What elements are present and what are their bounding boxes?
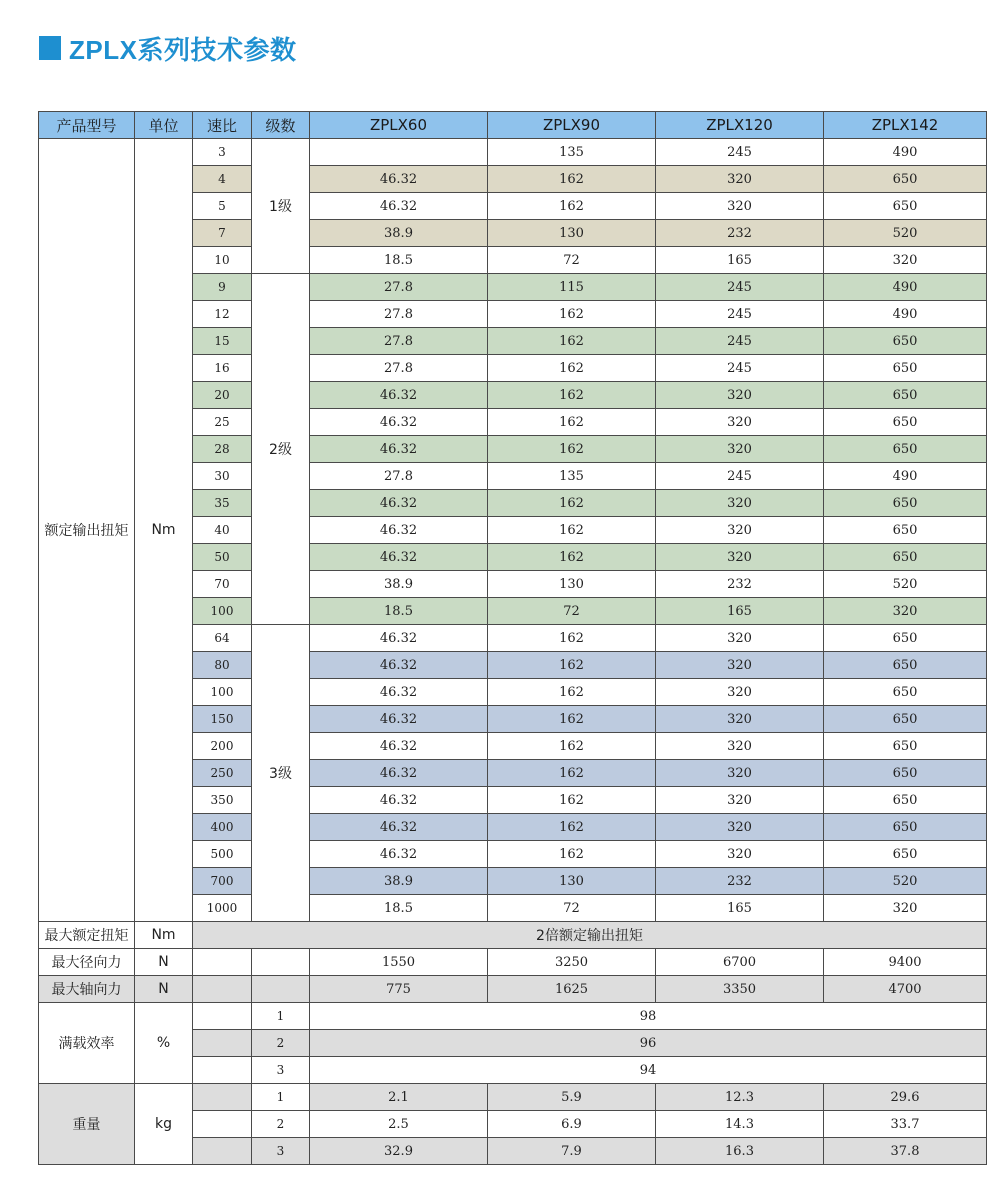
ratio-cell: 400 bbox=[193, 814, 252, 841]
efficiency-value: 98 bbox=[310, 1003, 987, 1030]
torque-row bbox=[39, 139, 987, 166]
ratio-cell: 4 bbox=[193, 166, 252, 193]
max-axial-stage-blank bbox=[252, 976, 310, 1003]
ratio-cell: 64 bbox=[193, 625, 252, 652]
torque-value-cell: 162 bbox=[488, 544, 656, 571]
torque-value-cell: 165 bbox=[656, 895, 824, 922]
torque-value-cell: 38.9 bbox=[310, 220, 488, 247]
weight-row bbox=[39, 1084, 987, 1111]
ratio-cell: 28 bbox=[193, 436, 252, 463]
stage-cell: 3级 bbox=[252, 625, 310, 922]
weight-value: 37.8 bbox=[824, 1138, 987, 1165]
torque-value-cell: 245 bbox=[656, 463, 824, 490]
weight-value: 29.6 bbox=[824, 1084, 987, 1111]
torque-value-cell: 650 bbox=[824, 625, 987, 652]
torque-value-cell: 245 bbox=[656, 139, 824, 166]
torque-value-cell: 46.32 bbox=[310, 760, 488, 787]
header-unit: 单位 bbox=[135, 112, 193, 139]
torque-value-cell: 27.8 bbox=[310, 274, 488, 301]
ratio-cell: 3 bbox=[193, 139, 252, 166]
torque-value-cell: 520 bbox=[824, 571, 987, 598]
torque-value-cell: 162 bbox=[488, 652, 656, 679]
ratio-cell: 15 bbox=[193, 328, 252, 355]
ratio-cell: 500 bbox=[193, 841, 252, 868]
torque-value-cell: 135 bbox=[488, 463, 656, 490]
torque-value-cell: 520 bbox=[824, 868, 987, 895]
weight-stage: 3 bbox=[252, 1138, 310, 1165]
torque-value-cell: 650 bbox=[824, 814, 987, 841]
torque-value-cell: 320 bbox=[656, 193, 824, 220]
max-axial-value: 4700 bbox=[824, 976, 987, 1003]
torque-value-cell: 115 bbox=[488, 274, 656, 301]
torque-value-cell: 650 bbox=[824, 355, 987, 382]
torque-value-cell: 46.32 bbox=[310, 733, 488, 760]
torque-value-cell: 650 bbox=[824, 166, 987, 193]
max-axial-label: 最大轴向力 bbox=[39, 976, 135, 1003]
torque-value-cell: 162 bbox=[488, 679, 656, 706]
torque-value-cell: 650 bbox=[824, 760, 987, 787]
ratio-cell: 350 bbox=[193, 787, 252, 814]
torque-value-cell: 490 bbox=[824, 139, 987, 166]
efficiency-value: 94 bbox=[310, 1057, 987, 1084]
ratio-cell: 9 bbox=[193, 274, 252, 301]
torque-value-cell: 162 bbox=[488, 760, 656, 787]
torque-value-cell: 320 bbox=[656, 382, 824, 409]
ratio-cell: 50 bbox=[193, 544, 252, 571]
max-axial-row bbox=[39, 976, 987, 1003]
torque-value-cell: 245 bbox=[656, 274, 824, 301]
weight-blank bbox=[193, 1084, 252, 1111]
stage-cell: 1级 bbox=[252, 139, 310, 274]
torque-value-cell: 162 bbox=[488, 166, 656, 193]
weight-value: 14.3 bbox=[656, 1111, 824, 1138]
torque-value-cell: 46.32 bbox=[310, 814, 488, 841]
torque-value-cell: 162 bbox=[488, 787, 656, 814]
torque-value-cell: 46.32 bbox=[310, 625, 488, 652]
torque-value-cell: 320 bbox=[656, 544, 824, 571]
ratio-cell: 700 bbox=[193, 868, 252, 895]
torque-value-cell: 650 bbox=[824, 490, 987, 517]
torque-value-cell: 18.5 bbox=[310, 895, 488, 922]
header-model-1: ZPLX60 bbox=[310, 112, 488, 139]
torque-value-cell: 46.32 bbox=[310, 166, 488, 193]
max-radial-value: 1550 bbox=[310, 949, 488, 976]
torque-value-cell: 162 bbox=[488, 301, 656, 328]
weight-blank bbox=[193, 1111, 252, 1138]
weight-value: 32.9 bbox=[310, 1138, 488, 1165]
efficiency-stage: 3 bbox=[252, 1057, 310, 1084]
efficiency-unit: % bbox=[135, 1003, 193, 1084]
torque-value-cell: 232 bbox=[656, 571, 824, 598]
torque-value-cell: 72 bbox=[488, 598, 656, 625]
torque-value-cell: 27.8 bbox=[310, 355, 488, 382]
ratio-cell: 200 bbox=[193, 733, 252, 760]
spec-table bbox=[38, 111, 987, 1165]
torque-value-cell: 650 bbox=[824, 733, 987, 760]
header-model-3: ZPLX120 bbox=[656, 112, 824, 139]
weight-value: 16.3 bbox=[656, 1138, 824, 1165]
torque-value-cell: 38.9 bbox=[310, 868, 488, 895]
torque-value-cell: 320 bbox=[656, 490, 824, 517]
torque-value-cell: 46.32 bbox=[310, 787, 488, 814]
page-title bbox=[39, 33, 296, 63]
torque-value-cell: 72 bbox=[488, 895, 656, 922]
weight-value: 6.9 bbox=[488, 1111, 656, 1138]
torque-value-cell: 490 bbox=[824, 301, 987, 328]
weight-value: 2.1 bbox=[310, 1084, 488, 1111]
torque-value-cell: 320 bbox=[656, 436, 824, 463]
max-radial-ratio-blank bbox=[193, 949, 252, 976]
torque-value-cell: 46.32 bbox=[310, 490, 488, 517]
efficiency-label: 满载效率 bbox=[39, 1003, 135, 1084]
torque-value-cell: 320 bbox=[824, 895, 987, 922]
torque-value-cell: 232 bbox=[656, 868, 824, 895]
torque-value-cell: 320 bbox=[656, 814, 824, 841]
torque-value-cell: 320 bbox=[824, 247, 987, 274]
header-ratio: 速比 bbox=[193, 112, 252, 139]
max-axial-unit: N bbox=[135, 976, 193, 1003]
torque-value-cell: 27.8 bbox=[310, 301, 488, 328]
torque-value-cell: 162 bbox=[488, 436, 656, 463]
torque-value-cell: 162 bbox=[488, 625, 656, 652]
max-radial-unit: N bbox=[135, 949, 193, 976]
weight-value: 12.3 bbox=[656, 1084, 824, 1111]
torque-value-cell: 162 bbox=[488, 517, 656, 544]
torque-value-cell: 650 bbox=[824, 679, 987, 706]
torque-value-cell: 650 bbox=[824, 382, 987, 409]
torque-value-cell: 650 bbox=[824, 436, 987, 463]
torque-value-cell bbox=[310, 139, 488, 166]
torque-value-cell: 650 bbox=[824, 409, 987, 436]
torque-value-cell: 46.32 bbox=[310, 841, 488, 868]
torque-value-cell: 27.8 bbox=[310, 328, 488, 355]
ratio-cell: 70 bbox=[193, 571, 252, 598]
weight-value: 2.5 bbox=[310, 1111, 488, 1138]
header-product-model: 产品型号 bbox=[39, 112, 135, 139]
torque-value-cell: 38.9 bbox=[310, 571, 488, 598]
ratio-cell: 7 bbox=[193, 220, 252, 247]
max-radial-value: 6700 bbox=[656, 949, 824, 976]
torque-value-cell: 162 bbox=[488, 193, 656, 220]
torque-value-cell: 232 bbox=[656, 220, 824, 247]
max-axial-value: 775 bbox=[310, 976, 488, 1003]
header-model-2: ZPLX90 bbox=[488, 112, 656, 139]
torque-label: 额定输出扭矩 bbox=[39, 139, 135, 922]
ratio-cell: 20 bbox=[193, 382, 252, 409]
ratio-cell: 250 bbox=[193, 760, 252, 787]
torque-value-cell: 165 bbox=[656, 247, 824, 274]
torque-value-cell: 162 bbox=[488, 841, 656, 868]
weight-value: 33.7 bbox=[824, 1111, 987, 1138]
ratio-cell: 80 bbox=[193, 652, 252, 679]
weight-label: 重量 bbox=[39, 1084, 135, 1165]
torque-value-cell: 130 bbox=[488, 868, 656, 895]
torque-value-cell: 162 bbox=[488, 355, 656, 382]
weight-stage: 2 bbox=[252, 1111, 310, 1138]
weight-value: 7.9 bbox=[488, 1138, 656, 1165]
torque-value-cell: 162 bbox=[488, 706, 656, 733]
max-radial-label: 最大径向力 bbox=[39, 949, 135, 976]
torque-value-cell: 46.32 bbox=[310, 382, 488, 409]
max-axial-ratio-blank bbox=[193, 976, 252, 1003]
torque-value-cell: 245 bbox=[656, 301, 824, 328]
torque-value-cell: 320 bbox=[656, 409, 824, 436]
header-model-4: ZPLX142 bbox=[824, 112, 987, 139]
torque-value-cell: 18.5 bbox=[310, 598, 488, 625]
torque-value-cell: 320 bbox=[656, 841, 824, 868]
max-torque-unit: Nm bbox=[135, 922, 193, 949]
weight-unit: kg bbox=[135, 1084, 193, 1165]
max-torque-row bbox=[39, 922, 987, 949]
efficiency-blank bbox=[193, 1030, 252, 1057]
header-row bbox=[39, 112, 987, 139]
max-torque-label: 最大额定扭矩 bbox=[39, 922, 135, 949]
title-text: ZPLX系列技术参数 bbox=[69, 34, 297, 65]
max-radial-stage-blank bbox=[252, 949, 310, 976]
max-axial-value: 1625 bbox=[488, 976, 656, 1003]
max-torque-value: 2倍额定输出扭矩 bbox=[193, 922, 987, 949]
ratio-cell: 25 bbox=[193, 409, 252, 436]
ratio-cell: 12 bbox=[193, 301, 252, 328]
torque-value-cell: 320 bbox=[656, 733, 824, 760]
ratio-cell: 10 bbox=[193, 247, 252, 274]
max-radial-row bbox=[39, 949, 987, 976]
torque-value-cell: 320 bbox=[656, 706, 824, 733]
torque-value-cell: 162 bbox=[488, 733, 656, 760]
torque-value-cell: 130 bbox=[488, 220, 656, 247]
efficiency-row bbox=[39, 1003, 987, 1030]
torque-value-cell: 320 bbox=[656, 166, 824, 193]
efficiency-stage: 2 bbox=[252, 1030, 310, 1057]
torque-value-cell: 46.32 bbox=[310, 652, 488, 679]
torque-value-cell: 320 bbox=[824, 598, 987, 625]
stage-cell: 2级 bbox=[252, 274, 310, 625]
torque-value-cell: 650 bbox=[824, 841, 987, 868]
torque-value-cell: 650 bbox=[824, 787, 987, 814]
torque-value-cell: 245 bbox=[656, 355, 824, 382]
torque-value-cell: 162 bbox=[488, 490, 656, 517]
torque-value-cell: 490 bbox=[824, 274, 987, 301]
max-radial-value: 9400 bbox=[824, 949, 987, 976]
ratio-cell: 40 bbox=[193, 517, 252, 544]
torque-value-cell: 650 bbox=[824, 328, 987, 355]
weight-value: 5.9 bbox=[488, 1084, 656, 1111]
ratio-cell: 30 bbox=[193, 463, 252, 490]
torque-value-cell: 46.32 bbox=[310, 679, 488, 706]
torque-value-cell: 320 bbox=[656, 652, 824, 679]
efficiency-blank bbox=[193, 1057, 252, 1084]
torque-value-cell: 320 bbox=[656, 760, 824, 787]
efficiency-stage: 1 bbox=[252, 1003, 310, 1030]
torque-value-cell: 46.32 bbox=[310, 193, 488, 220]
torque-value-cell: 320 bbox=[656, 679, 824, 706]
ratio-cell: 1000 bbox=[193, 895, 252, 922]
ratio-cell: 100 bbox=[193, 679, 252, 706]
torque-value-cell: 162 bbox=[488, 382, 656, 409]
weight-stage: 1 bbox=[252, 1084, 310, 1111]
ratio-cell: 150 bbox=[193, 706, 252, 733]
torque-value-cell: 320 bbox=[656, 517, 824, 544]
torque-value-cell: 162 bbox=[488, 328, 656, 355]
ratio-cell: 35 bbox=[193, 490, 252, 517]
torque-value-cell: 46.32 bbox=[310, 544, 488, 571]
torque-value-cell: 46.32 bbox=[310, 436, 488, 463]
torque-value-cell: 46.32 bbox=[310, 706, 488, 733]
torque-value-cell: 18.5 bbox=[310, 247, 488, 274]
title-square-icon bbox=[39, 36, 61, 60]
torque-value-cell: 162 bbox=[488, 409, 656, 436]
torque-value-cell: 130 bbox=[488, 571, 656, 598]
torque-value-cell: 650 bbox=[824, 544, 987, 571]
torque-value-cell: 650 bbox=[824, 706, 987, 733]
torque-value-cell: 245 bbox=[656, 328, 824, 355]
torque-value-cell: 46.32 bbox=[310, 409, 488, 436]
torque-unit: Nm bbox=[135, 139, 193, 922]
torque-value-cell: 320 bbox=[656, 787, 824, 814]
torque-value-cell: 520 bbox=[824, 220, 987, 247]
torque-value-cell: 650 bbox=[824, 193, 987, 220]
torque-value-cell: 135 bbox=[488, 139, 656, 166]
spec-table-body bbox=[39, 139, 987, 1165]
torque-value-cell: 46.32 bbox=[310, 517, 488, 544]
efficiency-value: 96 bbox=[310, 1030, 987, 1057]
torque-value-cell: 72 bbox=[488, 247, 656, 274]
torque-value-cell: 165 bbox=[656, 598, 824, 625]
torque-value-cell: 490 bbox=[824, 463, 987, 490]
efficiency-blank bbox=[193, 1003, 252, 1030]
torque-value-cell: 162 bbox=[488, 814, 656, 841]
header-stage: 级数 bbox=[252, 112, 310, 139]
max-axial-value: 3350 bbox=[656, 976, 824, 1003]
ratio-cell: 5 bbox=[193, 193, 252, 220]
torque-value-cell: 27.8 bbox=[310, 463, 488, 490]
torque-value-cell: 650 bbox=[824, 652, 987, 679]
max-radial-value: 3250 bbox=[488, 949, 656, 976]
ratio-cell: 100 bbox=[193, 598, 252, 625]
torque-value-cell: 650 bbox=[824, 517, 987, 544]
ratio-cell: 16 bbox=[193, 355, 252, 382]
torque-value-cell: 320 bbox=[656, 625, 824, 652]
weight-blank bbox=[193, 1138, 252, 1165]
